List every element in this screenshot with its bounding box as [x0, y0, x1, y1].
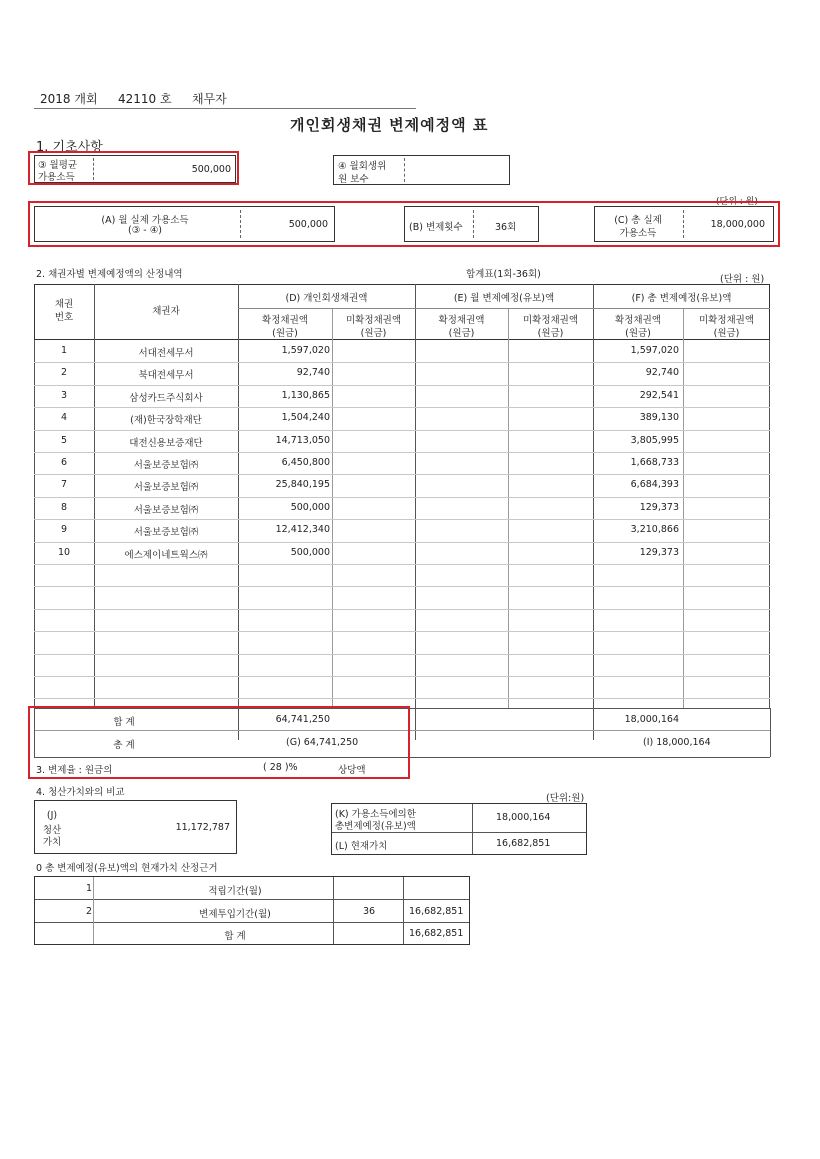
creditor-no: 10 — [57, 546, 71, 558]
creditor-name: 대전신용보증재단 — [129, 437, 203, 449]
total-actual-income-box — [594, 206, 774, 242]
repayment-rate-value: ( 28 )% — [263, 762, 298, 773]
present-value-basis-table — [34, 876, 470, 945]
k-value: 18,000,164 — [496, 812, 551, 823]
f-confirmed-amount: 292,541 — [639, 389, 679, 401]
case-year: 2018 개회 — [40, 92, 98, 106]
box-rule — [332, 832, 586, 833]
c-value: 18,000,000 — [710, 219, 765, 230]
divider — [240, 210, 241, 238]
divider — [404, 158, 405, 182]
present-value-box — [331, 803, 587, 855]
income-label-1: ③ 월평균 — [38, 160, 78, 171]
f-confirmed-amount: 129,373 — [639, 546, 679, 558]
c-label-1: (C) 총 실제 — [614, 215, 662, 226]
creditor-name: 서울보증보험㈜ — [133, 482, 199, 494]
box-divider — [472, 804, 473, 854]
row-rule — [34, 362, 770, 363]
k-label-1: (K) 가용소득에의한 — [335, 809, 416, 820]
basis-row-label: 변제투입기간(월) — [199, 909, 271, 920]
a-label-1: (A) 월 실제 가용소득 — [101, 215, 189, 226]
l-value: 16,682,851 — [496, 838, 551, 849]
row-rule — [34, 542, 770, 543]
debtor-role: 채무자 — [192, 92, 227, 106]
basis-total-label: 합 계 — [224, 931, 246, 942]
creditor-no: 2 — [60, 367, 68, 379]
basis-row-no: 1 — [85, 883, 93, 894]
basis-total-value: 16,682,851 — [409, 928, 464, 939]
income-label-2: 가용소득 — [38, 172, 75, 183]
repayment-rate-label: 3. 변제율 : 원금의 — [36, 765, 113, 776]
subtotal-label: 합 계 — [113, 717, 135, 728]
sub-unconfirmed-label: 미확정채권액 — [698, 315, 755, 326]
f-confirmed-amount: 1,597,020 — [630, 345, 679, 356]
divider — [473, 210, 474, 238]
page-title: 개인회생채권 변제예정액 표 — [290, 116, 489, 134]
total-i-value: (I) 18,000,164 — [643, 737, 711, 748]
total-label: 총 계 — [113, 740, 135, 751]
row-rule — [34, 497, 770, 498]
row-rule — [34, 407, 770, 408]
unit-label-3: (단위:원) — [546, 793, 585, 804]
basis-row-months: 36 — [363, 906, 376, 917]
creditor-name: 에스제이네트웍스㈜ — [124, 549, 208, 561]
total-g-value: (G) 64,741,250 — [286, 737, 359, 748]
c-label-2: 가용소득 — [619, 228, 657, 239]
row-rule — [34, 564, 770, 565]
d-confirmed-amount: 92,740 — [296, 367, 330, 379]
sub-principal-label: (원금) — [537, 328, 564, 339]
basis-row-no: 2 — [85, 906, 93, 917]
d-confirmed-amount: 25,840,195 — [275, 479, 330, 491]
header-subrule — [238, 308, 770, 309]
row-rule — [34, 676, 770, 677]
j-value: 11,172,787 — [175, 822, 230, 833]
sub-principal-label: (원금) — [360, 328, 387, 339]
f-confirmed-amount: 92,740 — [645, 367, 679, 379]
trustee-label-1: ④ 월회생위 — [338, 161, 387, 172]
sub-principal-label: (원금) — [448, 328, 475, 339]
monthly-actual-income-box — [34, 206, 335, 242]
repayment-rate-suffix: 상당액 — [338, 765, 366, 776]
row-rule — [34, 452, 770, 453]
d-confirmed-amount: 1,597,020 — [281, 345, 330, 356]
d-confirmed-amount: 12,412,340 — [275, 524, 330, 536]
d-confirmed-amount: 1,504,240 — [281, 412, 330, 424]
f-confirmed-amount: 1,668,733 — [630, 457, 679, 468]
row-rule — [34, 430, 770, 431]
sub-confirmed-label: 확정채권액 — [262, 315, 308, 326]
creditor-no: 5 — [60, 434, 68, 446]
d-confirmed-amount: 500,000 — [290, 501, 330, 513]
d-confirmed-amount: 1,130,865 — [281, 389, 330, 401]
creditor-name: 서울보증보험㈜ — [133, 460, 199, 471]
f-confirmed-amount: 389,130 — [639, 412, 679, 424]
d-confirmed-amount: 500,000 — [290, 546, 330, 558]
creditor-name: (재)한국장학재단 — [130, 415, 202, 427]
basis-row-value: 16,682,851 — [409, 906, 464, 917]
creditor-name: 북대전세무서 — [138, 370, 194, 382]
creditor-name: 서대전세무서 — [138, 348, 194, 359]
a-label-2: (③ - ④) — [128, 225, 162, 236]
trustee-label-2: 원 보수 — [338, 174, 369, 185]
col-no-label-2: 번호 — [54, 312, 74, 323]
creditor-name: 삼성카드주식회사 — [129, 392, 203, 404]
divider — [683, 210, 684, 238]
row-rule — [34, 474, 770, 475]
liquidation-value-box — [34, 800, 237, 854]
trustee-fee-box — [333, 155, 510, 185]
l-label: (L) 현재가치 — [335, 841, 388, 852]
col-creditor-label: 채권자 — [152, 306, 180, 317]
creditor-no: 3 — [60, 389, 68, 401]
sub-confirmed-label: 확정채권액 — [615, 315, 661, 326]
row-rule — [34, 519, 770, 520]
row-rule — [34, 698, 770, 699]
section4-heading: 4. 청산가치와의 비교 — [36, 787, 125, 798]
creditor-no: 6 — [60, 457, 68, 468]
f-confirmed-amount: 6,684,393 — [630, 479, 679, 491]
section5-heading: 0 총 변제예정(유보)액의 현재가치 산정근거 — [36, 863, 218, 874]
unit-label-1: (단위 : 원) — [716, 197, 758, 207]
repayment-count-box — [404, 206, 539, 242]
row-rule — [34, 654, 770, 655]
a-value: 500,000 — [288, 219, 328, 230]
sub-principal-label: (원금) — [272, 328, 298, 339]
income-value: 500,000 — [191, 164, 231, 175]
f-confirmed-amount: 3,210,866 — [630, 524, 679, 536]
sub-confirmed-label: 확정채권액 — [438, 315, 485, 326]
row-rule — [34, 586, 770, 587]
case-number: 42110 호 — [118, 92, 172, 106]
f-confirmed-amount: 3,805,995 — [630, 434, 679, 446]
section1-heading: 1. 기초사항 — [36, 140, 103, 155]
sum-note: 합계표(1회-36회) — [466, 269, 541, 280]
sub-principal-label: (원금) — [713, 328, 740, 339]
j-label-3: 가치 — [42, 837, 62, 848]
col-f-label: (F) 총 변제예정(유보)액 — [631, 293, 732, 304]
k-label-2: 총변제예정(유보)액 — [335, 821, 416, 832]
creditor-no: 8 — [60, 501, 68, 513]
d-confirmed-amount: 6,450,800 — [281, 457, 330, 468]
col-divider — [403, 877, 404, 944]
col-e-label: (E) 월 변제예정(유보)액 — [453, 293, 555, 304]
b-label: (B) 변제횟수 — [409, 222, 463, 233]
creditor-no: 9 — [60, 524, 68, 536]
subtotal-d-value: 64,741,250 — [275, 714, 330, 725]
creditor-name: 서울보증보험㈜ — [133, 527, 199, 539]
unit-label-2: (단위 : 원) — [720, 274, 765, 285]
basis-row-label: 적립기간(월) — [208, 886, 262, 897]
divider — [93, 158, 94, 180]
creditor-no: 4 — [60, 412, 68, 424]
col-no-label-1: 채권 — [54, 299, 74, 310]
col-divider — [770, 708, 771, 757]
header-rule — [34, 108, 416, 109]
monthly-income-box — [34, 155, 236, 183]
creditor-no: 1 — [60, 345, 68, 356]
col-d-label: (D) 개인회생채권액 — [285, 293, 368, 304]
sub-unconfirmed-label: 미확정채권액 — [522, 315, 579, 326]
j-label-1: (J) — [46, 810, 58, 821]
row-rule — [34, 609, 770, 610]
f-confirmed-amount: 129,373 — [639, 501, 679, 513]
row-rule — [34, 385, 770, 386]
creditor-no: 7 — [60, 479, 68, 491]
row-rule — [34, 631, 770, 632]
section2-heading: 2. 채권자별 변제예정액의 산정내역 — [36, 269, 183, 280]
j-label-2: 청산 — [42, 825, 62, 836]
creditor-name: 서울보증보험㈜ — [133, 504, 199, 516]
b-value: 36회 — [495, 222, 517, 233]
d-confirmed-amount: 14,713,050 — [275, 434, 330, 446]
sub-principal-label: (원금) — [625, 328, 651, 339]
sub-unconfirmed-label: 미확정채권액 — [345, 315, 402, 326]
subtotal-f-value: 18,000,164 — [624, 714, 679, 725]
